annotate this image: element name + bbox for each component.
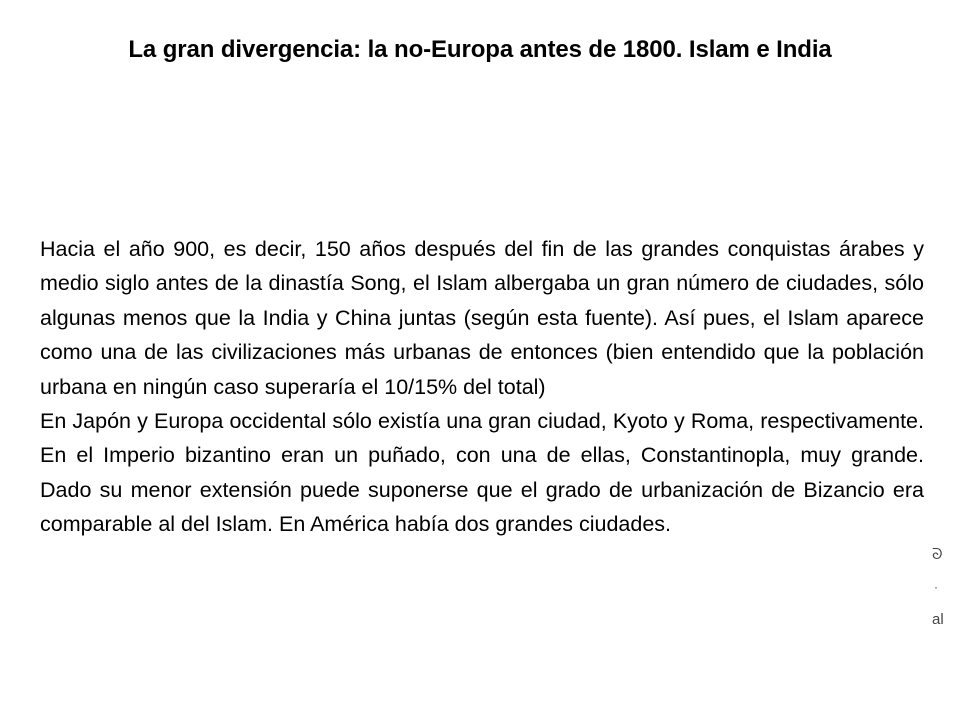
paragraph-urban-islam: Hacia el año 900, es decir, 150 años después del fin de las grandes conquistas árabes y medio siglo antes de la dinastía Song, el Islam albergaba un gran número de ciudades, sólo algunas menos que la India y China juntas (según esta fuente). Así pues, el Islam aparece como una de las civilizaciones más urbanas de entonces (bien entendido que la población urbana en ningún caso superaría el 10/15% del total) xyxy=(40,237,924,399)
slide-title: La gran divergencia: la no-Europa antes de 1800. Islam e India xyxy=(128,36,832,63)
paragraph-other-civilizations: En Japón y Europa occidental sólo existía una gran ciudad, Kyoto y Roma, respectivamente. En el Imperio bizantino eran un puñado, con una de ellas, Constantinopla, muy grande. Dado su menor extensión puede suponerse que el grado de urbanización de Bizancio era comparable al del Islam. En América había dos grandes ciudades. xyxy=(40,409,924,537)
clipped-glyph-curl: ᘐ xyxy=(932,546,943,563)
body-text xyxy=(40,232,924,542)
clipped-text-al: al xyxy=(932,611,944,628)
clipped-glyph-dot: · xyxy=(934,580,938,594)
clipped-side-text xyxy=(928,546,960,636)
